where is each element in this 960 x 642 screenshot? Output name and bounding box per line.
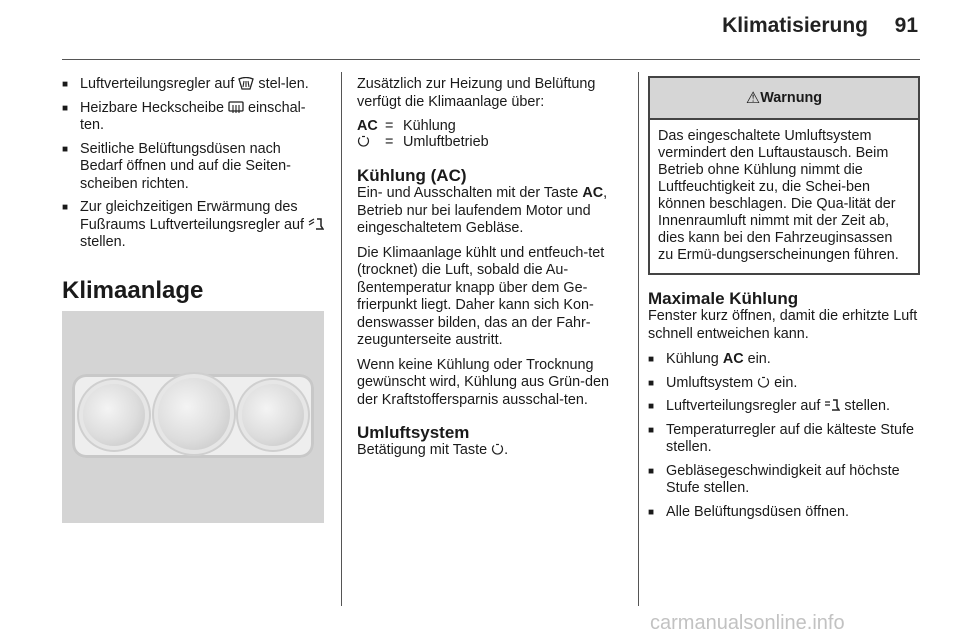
list-item: ■ Seitliche Belüftungsdüsen nach Bedarf öffnen und auf die Seiten-scheiben richten.	[62, 140, 291, 192]
header-divider	[62, 59, 920, 60]
paragraph: Fenster kurz öffnen, damit die erhitzte Luft schnell entweichen kann.	[648, 308, 918, 342]
climate-panel-image	[62, 311, 324, 523]
column-divider-1	[341, 72, 342, 606]
warning-icon: ⚠	[745, 88, 761, 107]
page-number: 91	[894, 14, 918, 37]
subsection-title: Umluftsystem	[357, 423, 470, 442]
bullet: ■	[62, 143, 69, 155]
bullet: ■	[62, 79, 69, 90]
column-left	[62, 76, 326, 523]
list-item: ■ Gebläsegeschwindigkeit auf höchste Stufe stellen.	[648, 462, 900, 496]
page-header-title: Klimatisierung	[722, 14, 868, 37]
recirculation-icon	[491, 443, 504, 456]
list-item: ■ Umluftsystem ein.	[648, 374, 798, 391]
rear-window-heater-icon	[228, 101, 244, 114]
air-distribution-knob	[242, 384, 304, 446]
definition-row: = Umluftbetrieb	[357, 134, 625, 150]
recirculation-icon	[757, 376, 770, 389]
section-title: Klimaanlage	[62, 276, 204, 304]
list-item: ■ Zur gleichzeitigen Erwärmung des Fußraums Luftverteilungsregler auf stellen.	[62, 199, 326, 252]
paragraph: Die Klimaanlage kühlt und entfeuch-tet (trocknet) die Luft, sobald die Au-ßentemperatur knapp über dem Ge-frierpunkt liegt. Daher kann sich Kon-denswasser bilden, das an der Fahr-zeugunterseite austritt.	[357, 244, 605, 348]
windshield-defrost-icon	[238, 77, 254, 90]
warning-box	[648, 76, 920, 275]
column-middle	[357, 76, 625, 467]
bullet: ■	[648, 465, 655, 477]
watermark: carmanualsonline.info	[650, 612, 845, 634]
list-item: ■ Luftverteilungsregler auf stellen.	[648, 398, 890, 414]
intro-paragraph: Zusätzlich zur Heizung und Belüftung verfügt die Klimaanlage über:	[357, 76, 596, 110]
list-item: ■ Alle Belüftungsdüsen öffnen.	[648, 503, 849, 520]
bullet: ■	[62, 102, 69, 114]
vent-upper-body-icon	[824, 399, 840, 412]
fan-speed-knob	[158, 378, 230, 450]
warning-header: ⚠Warnung	[650, 78, 918, 120]
list-item: ■ Kühlung AC ein.	[648, 351, 771, 367]
bullet: ■	[62, 202, 69, 213]
list-item: ■ Luftverteilungsregler auf stel-len.	[62, 76, 309, 92]
column-right	[648, 76, 920, 527]
paragraph: Betätigung mit Taste .	[357, 442, 509, 458]
bullet: ■	[648, 377, 655, 389]
column-divider-2	[638, 72, 639, 606]
subsection-title: Kühlung (AC)	[357, 166, 467, 185]
warning-text: Das eingeschaltete Umluftsystem vermindert den Luftaustausch. Beim Betrieb ohne Kühlung nimmt die Luftfeuchtigkeit zu, die Schei-ben können beschlagen. Die Qua-lität der Innenraumluft nimmt mit der Zeit ab, dies kann bei den Fahrzeuginsassen zu Ermü-dungserscheinungen führen.	[658, 128, 899, 263]
list-item: ■ Heizbare Heckscheibe einschal-ten.	[62, 99, 306, 133]
definition-row: AC = Kühlung	[357, 118, 456, 134]
bullet: ■	[648, 354, 655, 365]
bullet: ■	[648, 506, 655, 518]
paragraph: Ein- und Ausschalten mit der Taste AC, Betrieb nur bei laufendem Motor und eingeschaltetem Gebläse.	[357, 185, 608, 236]
bullet: ■	[648, 424, 655, 436]
list-item: ■ Temperaturregler auf die kälteste Stufe stellen.	[648, 421, 914, 455]
recirculation-icon	[357, 135, 370, 148]
subsection-title: Maximale Kühlung	[648, 289, 799, 308]
bullet: ■	[648, 401, 655, 412]
footwell-windshield-icon	[308, 218, 324, 231]
temperature-knob	[83, 384, 145, 446]
paragraph: Wenn keine Kühlung oder Trocknung gewünscht wird, Kühlung aus Grün-den der Kraftstoffersparnis ausschal-ten.	[357, 356, 609, 408]
